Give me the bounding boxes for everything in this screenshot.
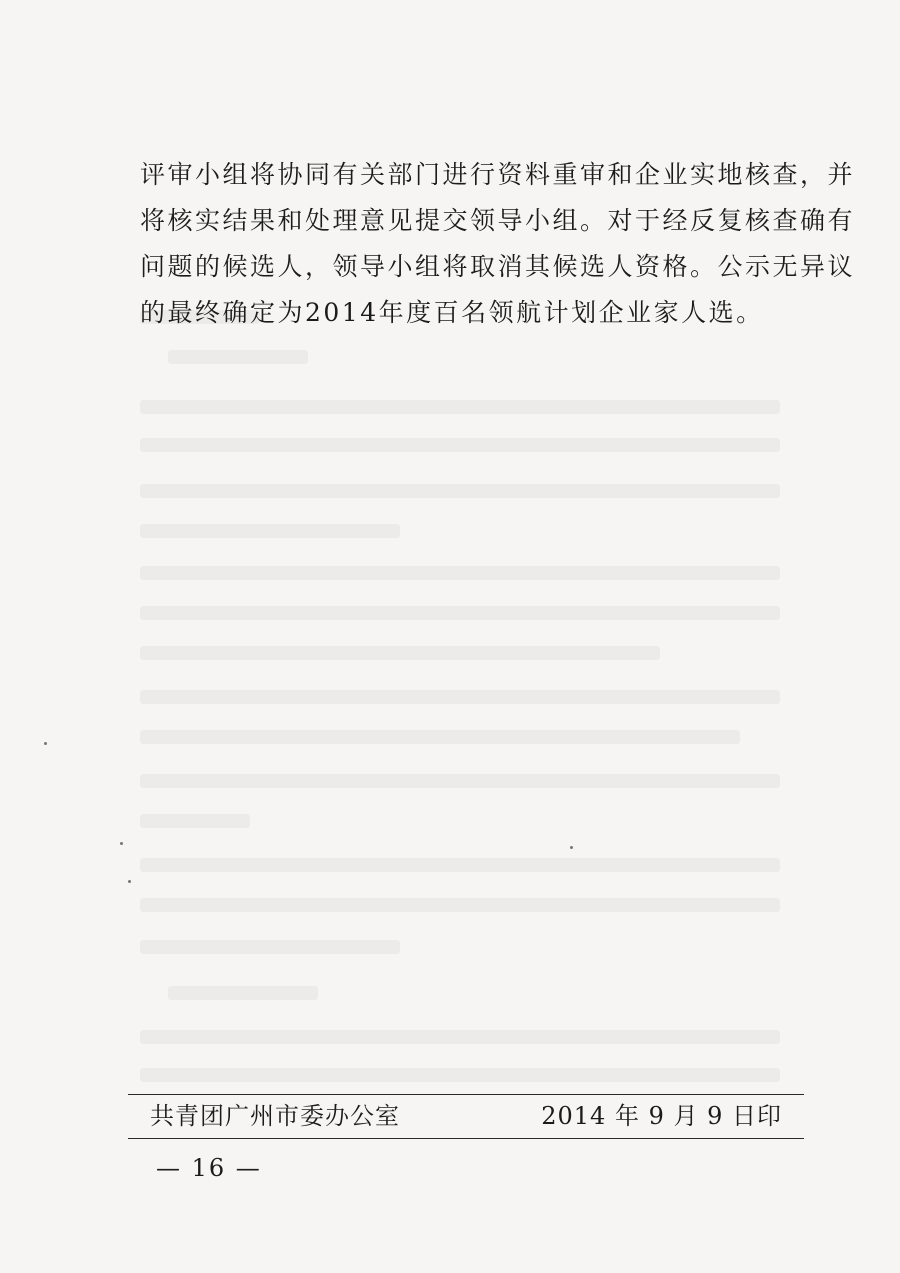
footer-bottom-rule xyxy=(128,1138,804,1139)
scan-speck xyxy=(120,842,123,845)
body-line: 评审小组将协同有关部门进行资料重审和企业实地核查，并 xyxy=(140,160,856,189)
bleed-through-line xyxy=(140,400,780,414)
bleed-through-line xyxy=(140,940,400,954)
bleed-through-line xyxy=(140,898,780,912)
body-line: 问题的候选人，领导小组将取消其候选人资格。公示无异议 xyxy=(140,252,856,281)
bleed-through-line xyxy=(140,774,780,788)
body-paragraph xyxy=(140,152,856,336)
bleed-through-line xyxy=(140,1068,780,1082)
bleed-through-line xyxy=(140,690,780,704)
page-number: — 16 — xyxy=(156,1154,262,1182)
bleed-through-line xyxy=(140,566,780,580)
bleed-through-line xyxy=(168,350,308,364)
footer-top-rule xyxy=(128,1094,804,1095)
bleed-through-line xyxy=(140,606,780,620)
bleed-through-line xyxy=(140,438,780,452)
bleed-through-line xyxy=(140,524,400,538)
body-line: 的最终确定为2014年度百名领航计划企业家人选。 xyxy=(140,298,764,327)
bleed-through-line xyxy=(140,730,740,744)
issuing-office: 共青团广州市委办公室 xyxy=(150,1102,400,1130)
bleed-through-line xyxy=(140,646,660,660)
bleed-through-line xyxy=(140,814,250,828)
bleed-through-line xyxy=(140,858,780,872)
print-date: 2014 年 9 月 9 日印 xyxy=(541,1102,782,1130)
bleed-through-line xyxy=(140,1030,780,1044)
bleed-through-line xyxy=(140,484,780,498)
bleed-through-line xyxy=(168,986,318,1000)
scan-speck xyxy=(44,742,47,745)
scan-speck xyxy=(570,846,573,849)
scan-speck xyxy=(128,880,131,883)
body-line: 将核实结果和处理意见提交领导小组。对于经反复核查确有 xyxy=(140,206,856,235)
